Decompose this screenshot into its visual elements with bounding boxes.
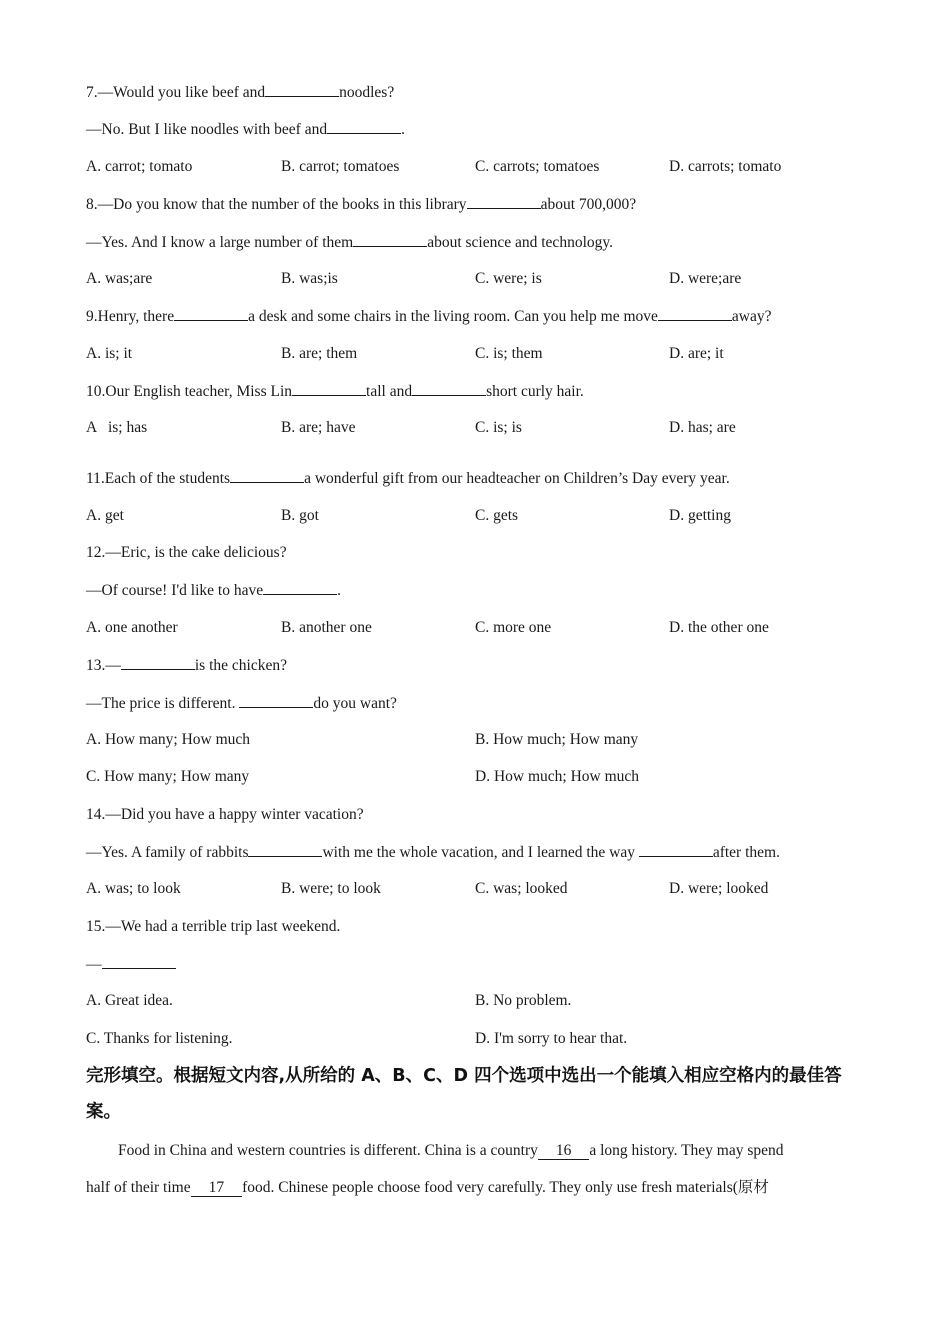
q8-option-c: C. were; is [475, 270, 542, 287]
q14-option-a: A. was; to look [86, 880, 181, 897]
q14-blank-1 [248, 842, 322, 857]
q14-option-b: B. were; to look [281, 880, 381, 897]
cloze-blank-17: 17 [191, 1180, 243, 1197]
q7-option-c: C. carrots; tomatoes [475, 158, 600, 175]
q12-stem: 12.—Eric, is the cake delicious? [86, 544, 287, 561]
q9-option-b: B. are; them [281, 345, 358, 362]
q10-option-a: A is; has [86, 419, 148, 436]
q13-option-a: A. How many; How much [86, 731, 251, 748]
q7-reply: —No. But I like noodles with beef and . [86, 121, 405, 138]
cloze-paragraph-line-2: half of their time 17 food. Chinese people choose food very carefully. They only use fresh materials(原材 [86, 1179, 769, 1196]
q7-option-a: A. carrot; tomato [86, 158, 193, 175]
q8-reply: —Yes. And I know a large number of them about science and technology. [86, 234, 613, 251]
q8-option-d: D. were;are [669, 270, 742, 287]
q13-blank-2 [239, 693, 313, 708]
q8-blank-2 [353, 232, 427, 247]
q15-option-c: C. Thanks for listening. [86, 1030, 233, 1047]
q10-option-d: D. has; are [669, 419, 736, 436]
q9-option-a: A. is; it [86, 345, 133, 362]
q8-option-b: B. was;is [281, 270, 338, 287]
q12-option-c: C. more one [475, 619, 552, 636]
q11-option-c: C. gets [475, 507, 519, 524]
q12-blank [263, 580, 337, 595]
q13-option-c: C. How many; How many [86, 768, 250, 785]
cloze-blank-16: 16 [538, 1143, 590, 1160]
q14-stem: 14.—Did you have a happy winter vacation? [86, 806, 364, 823]
q7-blank-2 [327, 119, 401, 134]
q7-stem: 7.—Would you like beef and noodles? [86, 84, 395, 101]
q12-option-a: A. one another [86, 619, 178, 636]
q11-option-a: A. get [86, 507, 124, 524]
q14-option-c: C. was; looked [475, 880, 568, 897]
q11-option-b: B. got [281, 507, 319, 524]
q12-reply: —Of course! I'd like to have . [86, 582, 341, 599]
q7-option-d: D. carrots; tomato [669, 158, 782, 175]
q14-reply: —Yes. A family of rabbits with me the whole vacation, and I learned the way after them. [86, 844, 780, 861]
q8-blank-1 [467, 194, 541, 209]
q10-blank-2 [412, 381, 486, 396]
q15-option-a: A. Great idea. [86, 992, 173, 1009]
q13-blank-1 [121, 655, 195, 670]
q13-option-b: B. How much; How many [475, 731, 639, 748]
cloze-paragraph-line-1: Food in China and western countries is different. China is a country 16 a long history. They may spend [118, 1142, 784, 1159]
q15-option-b: B. No problem. [475, 992, 572, 1009]
q13-stem: 13.— is the chicken? [86, 657, 287, 674]
q10-option-b: B. are; have [281, 419, 356, 436]
q10-stem: 10.Our English teacher, Miss Lin tall and short curly hair. [86, 383, 584, 400]
q15-reply: — [86, 954, 176, 975]
q10-option-c: C. is; is [475, 419, 522, 436]
q11-stem: 11.Each of the students a wonderful gift from our headteacher on Children’s Day every year. [86, 470, 730, 487]
q13-reply: —The price is different. do you want? [86, 695, 397, 712]
q15-option-d: D. I'm sorry to hear that. [475, 1030, 628, 1047]
q13-option-d: D. How much; How much [475, 768, 640, 785]
q14-blank-2 [639, 842, 713, 857]
q15-blank [102, 954, 176, 969]
q9-blank-2 [658, 306, 732, 321]
cloze-heading: 完形填空。根据短文内容,从所给的 A、B、C、D 四个选项中选出一个能填入相应空格内的最佳答案。 [86, 1066, 842, 1122]
q9-option-c: C. is; them [475, 345, 543, 362]
q8-option-a: A. was;are [86, 270, 153, 287]
q11-option-d: D. getting [669, 507, 731, 524]
q7-option-b: B. carrot; tomatoes [281, 158, 400, 175]
q7-blank-1 [265, 82, 339, 97]
q12-option-b: B. another one [281, 619, 372, 636]
q9-blank-1 [174, 306, 248, 321]
q10-blank-1 [292, 381, 366, 396]
q9-stem: 9.Henry, there a desk and some chairs in the living room. Can you help me move away? [86, 308, 772, 325]
q12-option-d: D. the other one [669, 619, 769, 636]
q11-blank [230, 468, 304, 483]
q14-option-d: D. were; looked [669, 880, 769, 897]
q8-stem: 8.—Do you know that the number of the books in this library about 700,000? [86, 196, 637, 213]
q9-option-d: D. are; it [669, 345, 724, 362]
q15-stem: 15.—We had a terrible trip last weekend. [86, 918, 341, 935]
